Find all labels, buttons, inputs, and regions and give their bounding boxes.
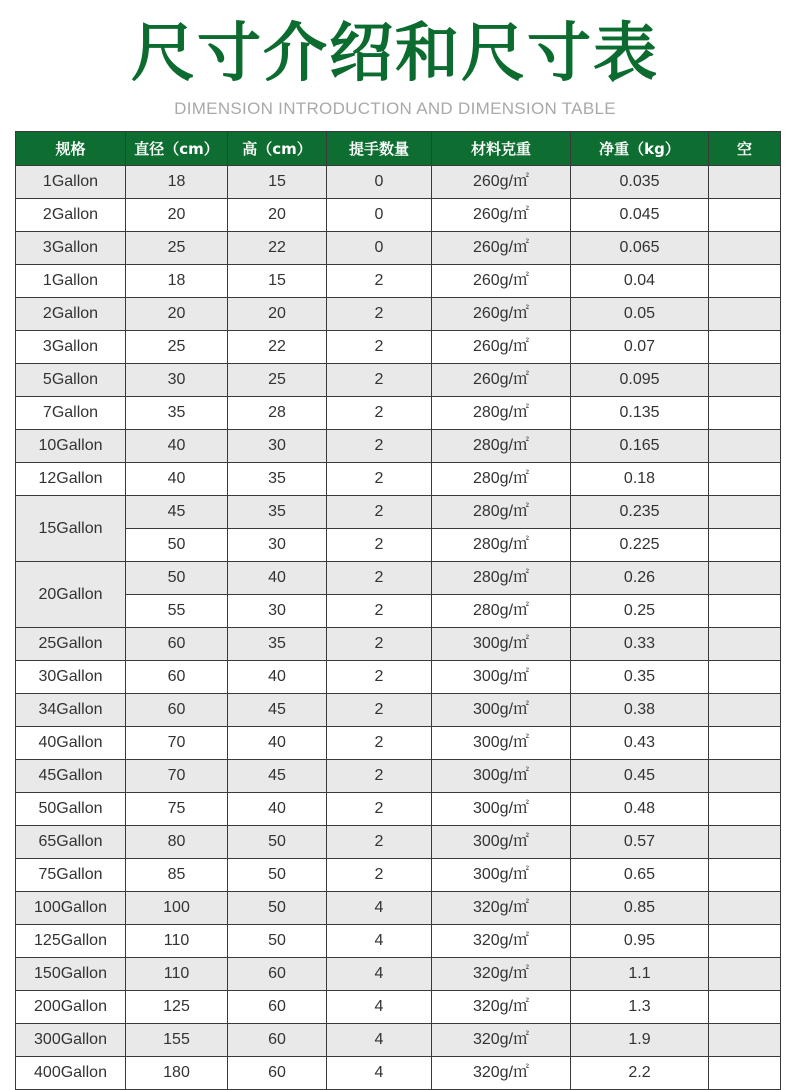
cell-material-weight: 300g/㎡ [432, 793, 571, 826]
cell-spec: 12Gallon [16, 463, 126, 496]
cell-diameter: 40 [126, 430, 228, 463]
cell-net-weight: 0.38 [571, 694, 709, 727]
cell-empty [709, 364, 781, 397]
cell-diameter: 18 [126, 265, 228, 298]
cell-empty [709, 1057, 781, 1090]
cell-diameter: 25 [126, 331, 228, 364]
cell-spec: 1Gallon [16, 265, 126, 298]
cell-material-weight: 320g/㎡ [432, 991, 571, 1024]
cell-empty [709, 727, 781, 760]
cell-empty [709, 1024, 781, 1057]
cell-net-weight: 0.065 [571, 232, 709, 265]
column-header-diameter: 直径（cm） [126, 132, 228, 166]
cell-net-weight: 1.9 [571, 1024, 709, 1057]
cell-handles: 4 [327, 892, 432, 925]
cell-net-weight: 0.25 [571, 595, 709, 628]
cell-handles: 2 [327, 661, 432, 694]
table-header [16, 132, 781, 166]
cell-diameter: 45 [126, 496, 228, 529]
column-header-material-weight: 材料克重 [432, 132, 571, 166]
cell-material-weight: 260g/㎡ [432, 232, 571, 265]
cell-handles: 2 [327, 364, 432, 397]
cell-empty [709, 859, 781, 892]
cell-spec: 125Gallon [16, 925, 126, 958]
cell-empty [709, 265, 781, 298]
cell-height: 15 [228, 166, 327, 199]
cell-diameter: 70 [126, 760, 228, 793]
cell-net-weight: 0.43 [571, 727, 709, 760]
cell-net-weight: 1.1 [571, 958, 709, 991]
cell-height: 50 [228, 859, 327, 892]
cell-diameter: 100 [126, 892, 228, 925]
cell-handles: 2 [327, 298, 432, 331]
cell-height: 25 [228, 364, 327, 397]
cell-diameter: 110 [126, 925, 228, 958]
table-row [16, 430, 781, 463]
table-row [16, 331, 781, 364]
cell-net-weight: 0.65 [571, 859, 709, 892]
cell-height: 30 [228, 430, 327, 463]
cell-height: 22 [228, 331, 327, 364]
cell-height: 50 [228, 925, 327, 958]
cell-height: 28 [228, 397, 327, 430]
cell-net-weight: 1.3 [571, 991, 709, 1024]
cell-handles: 2 [327, 331, 432, 364]
column-header-net-weight: 净重（kg） [571, 132, 709, 166]
cell-spec: 300Gallon [16, 1024, 126, 1057]
table-row [16, 859, 781, 892]
cell-diameter: 30 [126, 364, 228, 397]
cell-net-weight: 0.33 [571, 628, 709, 661]
cell-handles: 2 [327, 397, 432, 430]
cell-height: 20 [228, 199, 327, 232]
cell-spec: 10Gallon [16, 430, 126, 463]
cell-material-weight: 300g/㎡ [432, 727, 571, 760]
cell-handles: 0 [327, 166, 432, 199]
cell-handles: 2 [327, 628, 432, 661]
cell-diameter: 18 [126, 166, 228, 199]
table-row [16, 595, 781, 628]
cell-material-weight: 300g/㎡ [432, 661, 571, 694]
cell-empty [709, 694, 781, 727]
cell-material-weight: 300g/㎡ [432, 859, 571, 892]
cell-material-weight: 320g/㎡ [432, 958, 571, 991]
cell-material-weight: 300g/㎡ [432, 826, 571, 859]
cell-empty [709, 298, 781, 331]
cell-material-weight: 300g/㎡ [432, 760, 571, 793]
cell-net-weight: 0.04 [571, 265, 709, 298]
cell-empty [709, 826, 781, 859]
cell-diameter: 50 [126, 562, 228, 595]
table-row [16, 397, 781, 430]
cell-diameter: 85 [126, 859, 228, 892]
cell-material-weight: 280g/㎡ [432, 397, 571, 430]
cell-material-weight: 280g/㎡ [432, 595, 571, 628]
cell-diameter: 75 [126, 793, 228, 826]
cell-material-weight: 280g/㎡ [432, 463, 571, 496]
cell-material-weight: 260g/㎡ [432, 199, 571, 232]
header-row [16, 132, 781, 166]
cell-height: 50 [228, 892, 327, 925]
cell-spec: 7Gallon [16, 397, 126, 430]
table-row [16, 232, 781, 265]
cell-spec: 5Gallon [16, 364, 126, 397]
page-subtitle: DIMENSION INTRODUCTION AND DIMENSION TABLE [174, 99, 616, 118]
cell-net-weight: 2.2 [571, 1057, 709, 1090]
cell-handles: 2 [327, 265, 432, 298]
cell-diameter: 40 [126, 463, 228, 496]
cell-empty [709, 166, 781, 199]
cell-handles: 4 [327, 991, 432, 1024]
cell-spec: 75Gallon [16, 859, 126, 892]
cell-spec: 34Gallon [16, 694, 126, 727]
cell-spec: 25Gallon [16, 628, 126, 661]
column-header-height: 高（cm） [228, 132, 327, 166]
cell-height: 60 [228, 1057, 327, 1090]
table-row [16, 463, 781, 496]
cell-diameter: 20 [126, 199, 228, 232]
cell-net-weight: 0.45 [571, 760, 709, 793]
cell-net-weight: 0.045 [571, 199, 709, 232]
cell-net-weight: 0.26 [571, 562, 709, 595]
table-row [16, 958, 781, 991]
cell-spec: 3Gallon [16, 232, 126, 265]
table-row [16, 166, 781, 199]
cell-empty [709, 793, 781, 826]
cell-spec: 400Gallon [16, 1057, 126, 1090]
cell-material-weight: 260g/㎡ [432, 331, 571, 364]
cell-net-weight: 0.235 [571, 496, 709, 529]
cell-empty [709, 397, 781, 430]
cell-diameter: 110 [126, 958, 228, 991]
cell-empty [709, 331, 781, 364]
cell-handles: 4 [327, 925, 432, 958]
cell-handles: 2 [327, 595, 432, 628]
cell-diameter: 60 [126, 661, 228, 694]
cell-diameter: 50 [126, 529, 228, 562]
cell-empty [709, 496, 781, 529]
cell-handles: 4 [327, 1057, 432, 1090]
cell-net-weight: 0.48 [571, 793, 709, 826]
cell-empty [709, 463, 781, 496]
table-row [16, 991, 781, 1024]
table-row [16, 265, 781, 298]
dimension-table [15, 131, 781, 1090]
cell-material-weight: 320g/㎡ [432, 925, 571, 958]
cell-spec: 65Gallon [16, 826, 126, 859]
cell-net-weight: 0.95 [571, 925, 709, 958]
table-body [16, 166, 781, 1090]
column-header-spec: 规格 [16, 132, 126, 166]
cell-empty [709, 892, 781, 925]
cell-net-weight: 0.035 [571, 166, 709, 199]
table-row [16, 661, 781, 694]
cell-spec: 50Gallon [16, 793, 126, 826]
cell-net-weight: 0.05 [571, 298, 709, 331]
table-row [16, 826, 781, 859]
cell-empty [709, 628, 781, 661]
cell-material-weight: 280g/㎡ [432, 496, 571, 529]
cell-material-weight: 280g/㎡ [432, 529, 571, 562]
cell-handles: 2 [327, 529, 432, 562]
cell-handles: 4 [327, 1024, 432, 1057]
cell-empty [709, 529, 781, 562]
cell-diameter: 155 [126, 1024, 228, 1057]
cell-net-weight: 0.85 [571, 892, 709, 925]
cell-spec: 200Gallon [16, 991, 126, 1024]
cell-spec: 15Gallon [16, 496, 126, 562]
cell-diameter: 60 [126, 628, 228, 661]
cell-height: 40 [228, 562, 327, 595]
table-row [16, 694, 781, 727]
cell-handles: 2 [327, 859, 432, 892]
cell-material-weight: 260g/㎡ [432, 364, 571, 397]
cell-empty [709, 991, 781, 1024]
cell-height: 45 [228, 760, 327, 793]
table-row [16, 199, 781, 232]
table-row [16, 298, 781, 331]
cell-handles: 0 [327, 232, 432, 265]
column-header-handles: 提手数量 [327, 132, 432, 166]
table-row [16, 496, 781, 529]
table-row [16, 793, 781, 826]
cell-empty [709, 430, 781, 463]
cell-height: 35 [228, 463, 327, 496]
cell-empty [709, 925, 781, 958]
cell-net-weight: 0.225 [571, 529, 709, 562]
cell-spec: 20Gallon [16, 562, 126, 628]
cell-handles: 2 [327, 826, 432, 859]
table-row [16, 1024, 781, 1057]
cell-handles: 0 [327, 199, 432, 232]
cell-height: 20 [228, 298, 327, 331]
cell-material-weight: 320g/㎡ [432, 892, 571, 925]
cell-height: 22 [228, 232, 327, 265]
page-header [0, 0, 790, 130]
table-row [16, 364, 781, 397]
cell-diameter: 25 [126, 232, 228, 265]
cell-spec: 2Gallon [16, 298, 126, 331]
table-row [16, 562, 781, 595]
cell-net-weight: 0.57 [571, 826, 709, 859]
cell-handles: 2 [327, 463, 432, 496]
cell-material-weight: 260g/㎡ [432, 166, 571, 199]
cell-diameter: 180 [126, 1057, 228, 1090]
cell-material-weight: 280g/㎡ [432, 562, 571, 595]
cell-net-weight: 0.07 [571, 331, 709, 364]
cell-height: 60 [228, 991, 327, 1024]
cell-material-weight: 320g/㎡ [432, 1057, 571, 1090]
cell-height: 15 [228, 265, 327, 298]
cell-handles: 2 [327, 430, 432, 463]
cell-spec: 2Gallon [16, 199, 126, 232]
cell-handles: 2 [327, 496, 432, 529]
table-row [16, 529, 781, 562]
cell-diameter: 80 [126, 826, 228, 859]
cell-spec: 1Gallon [16, 166, 126, 199]
cell-spec: 150Gallon [16, 958, 126, 991]
cell-height: 40 [228, 661, 327, 694]
cell-spec: 30Gallon [16, 661, 126, 694]
cell-spec: 100Gallon [16, 892, 126, 925]
table-row [16, 628, 781, 661]
cell-empty [709, 595, 781, 628]
cell-empty [709, 199, 781, 232]
table-row [16, 892, 781, 925]
table-row [16, 760, 781, 793]
cell-spec: 3Gallon [16, 331, 126, 364]
cell-height: 30 [228, 595, 327, 628]
page-title: 尺寸介绍和尺寸表 [131, 17, 659, 91]
table-row [16, 1057, 781, 1090]
cell-handles: 4 [327, 958, 432, 991]
cell-diameter: 55 [126, 595, 228, 628]
cell-handles: 2 [327, 793, 432, 826]
cell-height: 60 [228, 1024, 327, 1057]
cell-height: 40 [228, 793, 327, 826]
table-row [16, 925, 781, 958]
cell-handles: 2 [327, 562, 432, 595]
cell-spec: 45Gallon [16, 760, 126, 793]
cell-empty [709, 760, 781, 793]
cell-handles: 2 [327, 727, 432, 760]
cell-diameter: 125 [126, 991, 228, 1024]
cell-net-weight: 0.095 [571, 364, 709, 397]
cell-net-weight: 0.18 [571, 463, 709, 496]
cell-material-weight: 260g/㎡ [432, 298, 571, 331]
cell-material-weight: 320g/㎡ [432, 1024, 571, 1057]
cell-handles: 2 [327, 694, 432, 727]
cell-net-weight: 0.35 [571, 661, 709, 694]
column-header-empty: 空 [709, 132, 781, 166]
cell-empty [709, 232, 781, 265]
cell-height: 30 [228, 529, 327, 562]
cell-net-weight: 0.165 [571, 430, 709, 463]
cell-net-weight: 0.135 [571, 397, 709, 430]
cell-material-weight: 300g/㎡ [432, 694, 571, 727]
cell-diameter: 20 [126, 298, 228, 331]
cell-height: 45 [228, 694, 327, 727]
cell-diameter: 35 [126, 397, 228, 430]
cell-spec: 40Gallon [16, 727, 126, 760]
cell-material-weight: 280g/㎡ [432, 430, 571, 463]
cell-height: 50 [228, 826, 327, 859]
cell-height: 35 [228, 628, 327, 661]
cell-height: 40 [228, 727, 327, 760]
cell-empty [709, 661, 781, 694]
table-row [16, 727, 781, 760]
cell-empty [709, 958, 781, 991]
cell-material-weight: 260g/㎡ [432, 265, 571, 298]
cell-diameter: 70 [126, 727, 228, 760]
cell-material-weight: 300g/㎡ [432, 628, 571, 661]
cell-height: 35 [228, 496, 327, 529]
cell-empty [709, 562, 781, 595]
cell-height: 60 [228, 958, 327, 991]
cell-handles: 2 [327, 760, 432, 793]
cell-diameter: 60 [126, 694, 228, 727]
